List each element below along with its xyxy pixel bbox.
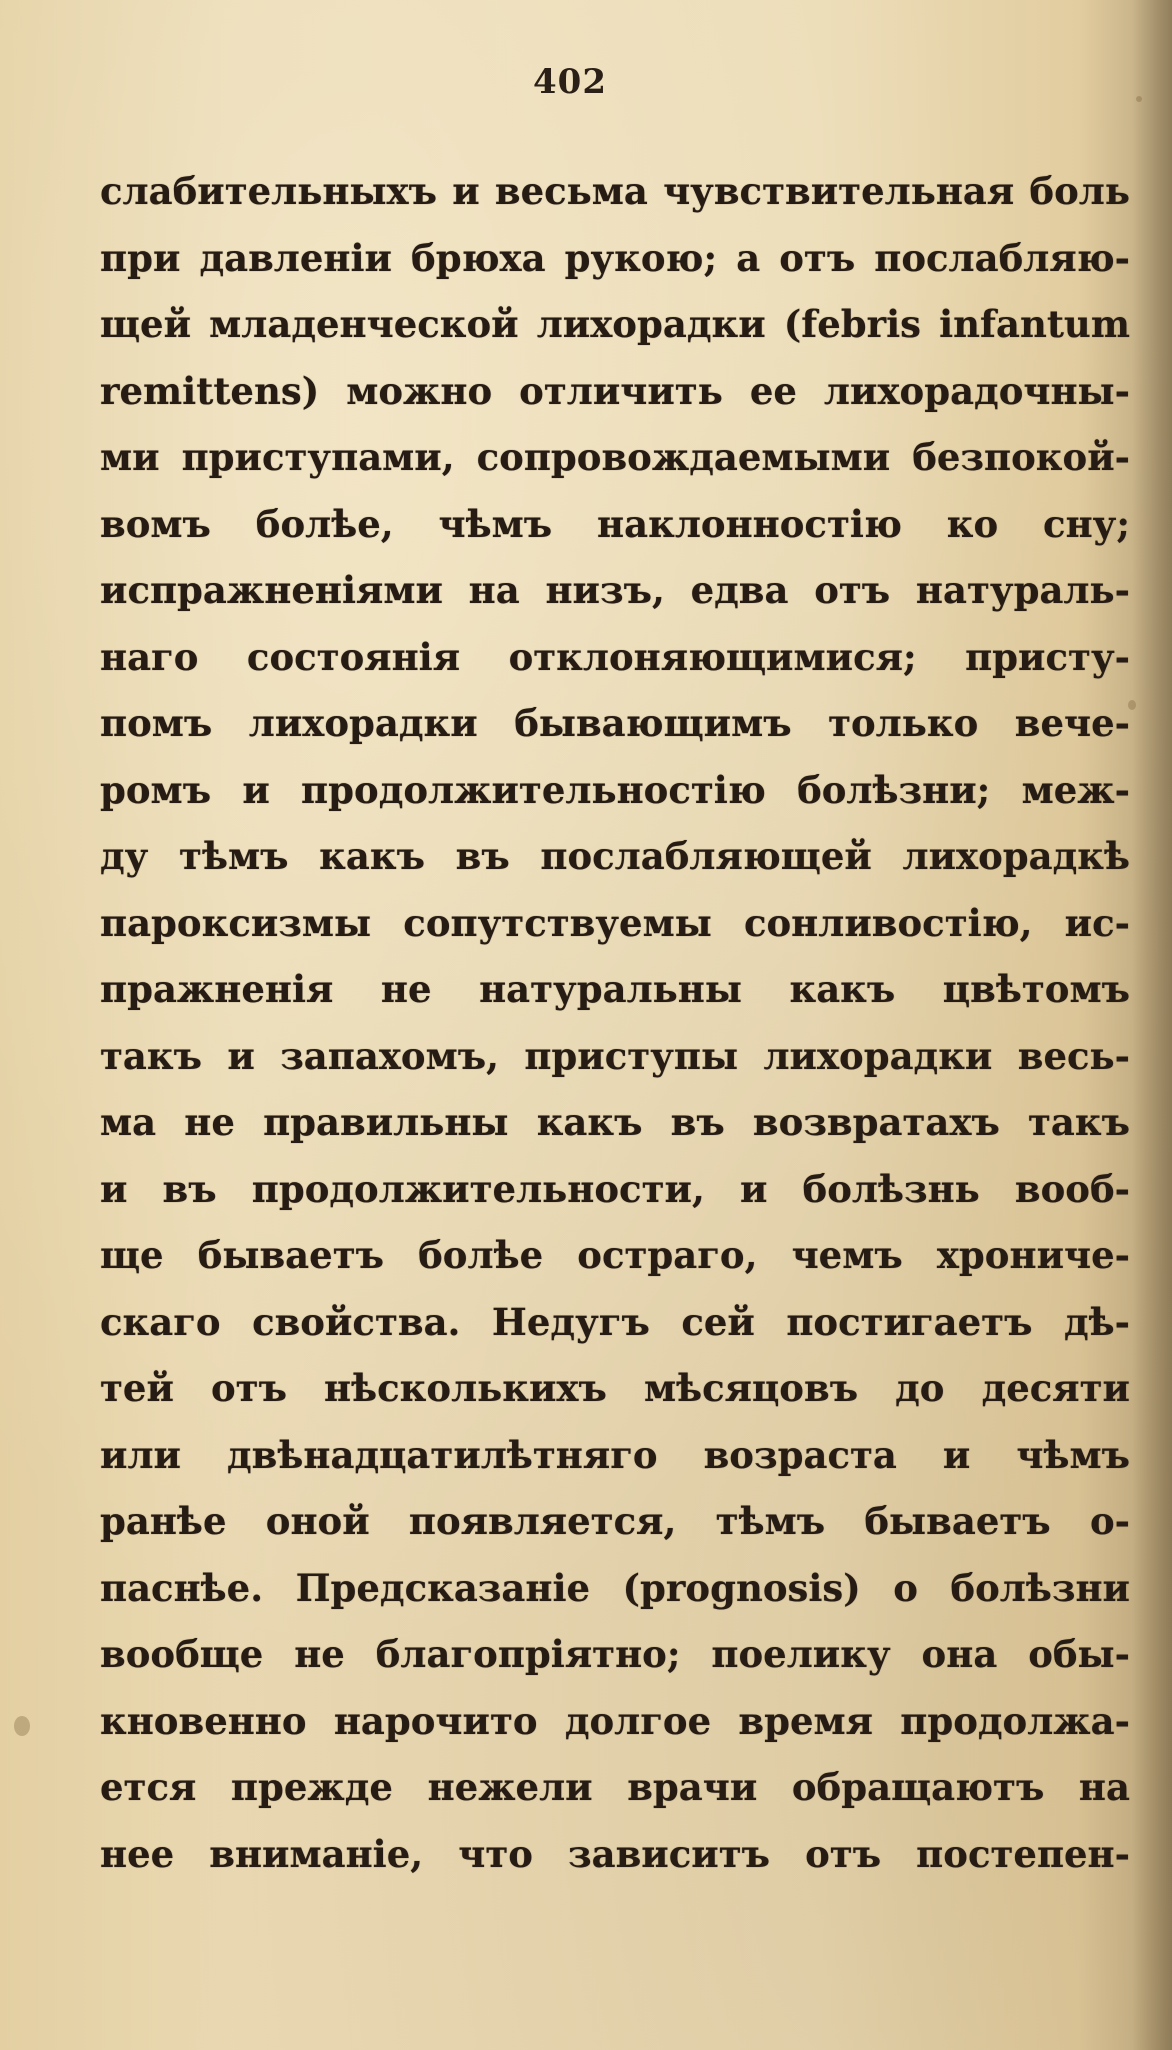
text-line: слабительныхъ и весьма чувствительная боль xyxy=(100,169,1130,213)
text-line: ромъ и продолжительностію болѣзни; меж- xyxy=(100,767,1130,812)
text-line: ду тѣмъ какъ въ послабляющей лихорадкѣ xyxy=(100,834,1130,878)
text-line: ще бываетъ болѣе остраго, чемъ хрониче- xyxy=(100,1233,1130,1277)
text-line: пароксизмы сопутствуемы сонливостію, ис- xyxy=(100,900,1130,945)
text-line: такъ и запахомъ, приступы лихорадки весь- xyxy=(100,1033,1130,1078)
text-line: кновенно нарочито долгое время продолжа- xyxy=(100,1698,1130,1743)
text-line: помъ лихорадки бывающимъ только вече- xyxy=(100,701,1130,745)
text-line: и въ продолжительности, и болѣзнь вооб- xyxy=(100,1166,1130,1211)
text-line: тей отъ нѣсколькихъ мѣсяцовъ до десяти xyxy=(100,1366,1130,1410)
text-line: нее вниманіе, что зависитъ отъ постепен- xyxy=(100,1831,1130,1876)
text-line: вообще не благопріятно; поелику она обы- xyxy=(100,1632,1130,1676)
text-line: ется прежде нежели врачи обращаютъ на xyxy=(100,1765,1130,1809)
text-line: скаго свойства. Недугъ сей постигаетъ дѣ- xyxy=(100,1299,1130,1344)
text-line: ми приступами, сопровождаемыми безпокой- xyxy=(100,435,1130,479)
page-edge-shadow xyxy=(1132,0,1172,2050)
text-line: ма не правильны какъ въ возвратахъ такъ xyxy=(100,1100,1130,1144)
text-line: или двѣнадцатилѣтняго возраста и чѣмъ xyxy=(100,1432,1130,1477)
page-number: 402 xyxy=(533,62,607,102)
text-line: паснѣе. Предсказаніе (prognosis) о болѣзни xyxy=(100,1565,1130,1610)
text-line: наго состоянія отклоняющимися; присту- xyxy=(100,634,1130,679)
text-line: пражненія не натуральны какъ цвѣтомъ xyxy=(100,967,1130,1011)
text-line: испражненіями на низъ, едва отъ натураль- xyxy=(100,568,1130,612)
text-line: щей младенческой лихорадки (febris infantum xyxy=(100,302,1130,346)
text-line: remittens) можно отличить ее лихорадочны- xyxy=(100,368,1130,413)
paper-stain xyxy=(14,1716,30,1736)
text-line: вомъ болѣе, чѣмъ наклонностію ко сну; xyxy=(100,501,1130,546)
text-line: ранѣе оной появляется, тѣмъ бываетъ о- xyxy=(100,1499,1130,1543)
text-line: при давленіи брюха рукою; а отъ послабляю- xyxy=(100,235,1130,280)
body-text xyxy=(100,158,1130,1887)
